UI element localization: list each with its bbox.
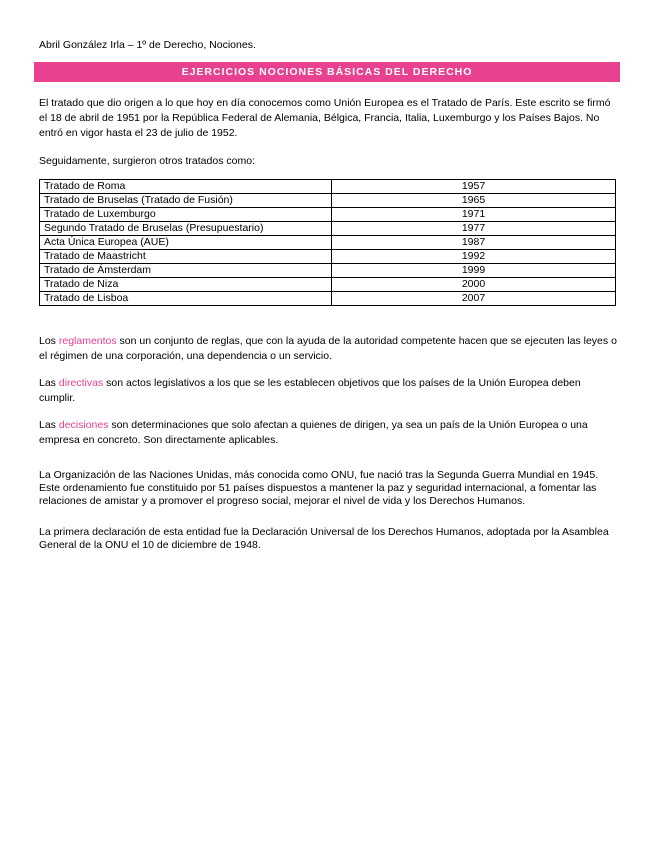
directivas-definition: son actos legislativos a los que se les establecen objetivos que los países de la Unión Europea deben cumplir. bbox=[39, 377, 581, 404]
treaty-name: Tratado de Roma bbox=[40, 180, 332, 194]
treaty-year: 1977 bbox=[332, 222, 616, 236]
treaty-name: Tratado de Niza bbox=[40, 278, 332, 292]
table-row bbox=[40, 264, 616, 278]
treaty-year: 2000 bbox=[332, 278, 616, 292]
treaty-name: Tratado de Maastricht bbox=[40, 250, 332, 264]
declaration-paragraph: La primera declaración de esta entidad fue la Declaración Universal de los Derechos Humanos, adoptada por la Asamblea General de la ONU el 10 de diciembre de 1948. bbox=[39, 526, 609, 551]
decisiones-term: decisiones bbox=[58, 419, 109, 431]
table-row bbox=[40, 236, 616, 250]
treaty-year: 1965 bbox=[332, 194, 616, 208]
table-row bbox=[40, 278, 616, 292]
treaty-name: Tratado de Bruselas (Tratado de Fusión) bbox=[40, 194, 332, 208]
decisiones-definition: son determinaciones que solo afectan a quienes de dirigen, ya sea un país de la Unión Europea o una empresa en concreto. Son directamente aplicables. bbox=[39, 419, 588, 446]
treaty-year: 1987 bbox=[332, 236, 616, 250]
treaty-year: 1971 bbox=[332, 208, 616, 222]
table-row bbox=[40, 208, 616, 222]
treaty-name: Tratado de Luxemburgo bbox=[40, 208, 332, 222]
treaties-intro: Seguidamente, surgieron otros tratados como: bbox=[39, 155, 255, 167]
treaty-year: 1957 bbox=[332, 180, 616, 194]
table-row bbox=[40, 250, 616, 264]
treaty-name: Tratado de Ámsterdam bbox=[40, 264, 332, 278]
directivas-lead: Las bbox=[39, 377, 59, 389]
treaties-table bbox=[39, 179, 616, 306]
treaty-year: 2007 bbox=[332, 292, 616, 306]
treaty-name: Tratado de Lisboa bbox=[40, 292, 332, 306]
reglamentos-lead: Los bbox=[39, 335, 59, 347]
directivas-term: directivas bbox=[58, 377, 104, 389]
reglamentos-paragraph bbox=[39, 334, 619, 364]
table-row bbox=[40, 194, 616, 208]
table-row bbox=[40, 222, 616, 236]
treaty-name: Acta Única Europea (AUE) bbox=[40, 236, 332, 250]
treaty-name: Segundo Tratado de Bruselas (Presupuestario) bbox=[40, 222, 332, 236]
reglamentos-term: reglamentos bbox=[58, 335, 117, 347]
onu-paragraph: La Organización de las Naciones Unidas, más conocida como ONU, fue nació tras la Segunda Guerra Mundial en 1945. Este ordenamiento fue constituido por 51 países dispuestos a mantener la paz y seguridad internacional, a fomentar las relaciones de amistar y a promover el progreso social, mejorar el nivel de vida y los Derechos Humanos. bbox=[39, 469, 599, 507]
decisiones-paragraph bbox=[39, 418, 619, 448]
treaty-year: 1999 bbox=[332, 264, 616, 278]
author-line: Abril González Irla – 1º de Derecho, Nociones. bbox=[39, 39, 256, 51]
directivas-paragraph bbox=[39, 376, 619, 406]
table-row bbox=[40, 180, 616, 194]
paris-treaty-paragraph: El tratado que dio origen a lo que hoy en día conocemos como Unión Europea es el Tratado de París. Este escrito se firmó el 18 de abril de 1951 por la República Federal de Alemania, Bélgica, Francia, Italia, Luxemburgo y los Países Bajos. No entró en vigor hasta el 23 de julio de 1952. bbox=[39, 97, 611, 139]
treaty-year: 1992 bbox=[332, 250, 616, 264]
decisiones-lead: Las bbox=[39, 419, 59, 431]
reglamentos-definition: son un conjunto de reglas, que con la ayuda de la autoridad competente hacen que se ejecuten las leyes o el régimen de una corporación, una dependencia o un servicio. bbox=[39, 335, 617, 362]
table-row bbox=[40, 292, 616, 306]
exercise-title-banner: EJERCICIOS NOCIONES BÁSICAS DEL DERECHO bbox=[34, 62, 620, 82]
